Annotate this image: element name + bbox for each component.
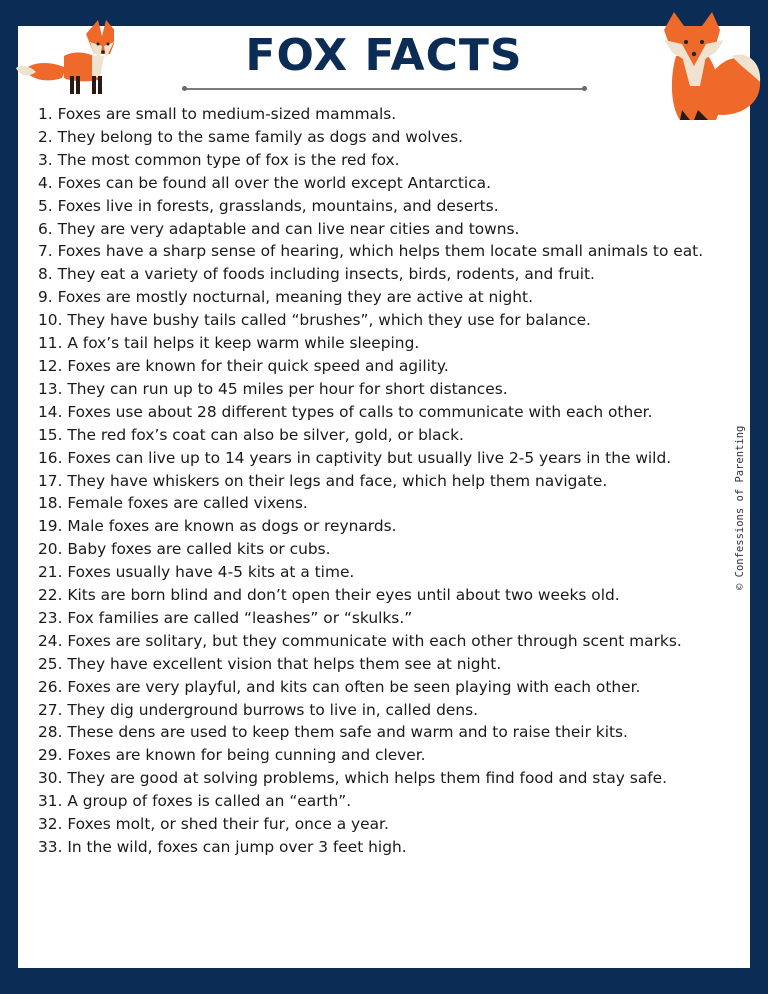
fact-item: 30. They are good at solving problems, which helps them find food and stay safe. [38,769,668,788]
fact-item: 14. Foxes use about 28 different types of calls to communicate with each other. [38,402,653,421]
fact-item: 20. Baby foxes are called kits or cubs. [38,540,331,559]
fact-item: 32. Foxes molt, or shed their fur, once a year. [38,815,389,834]
copyright-credit: © Confessions of Parenting [734,425,746,590]
fact-item: 3. The most common type of fox is the red fox. [38,150,400,169]
fact-item: 13. They can run up to 45 miles per hour for short distances. [38,379,508,398]
fact-item: 27. They dig underground burrows to live in, called dens. [38,700,478,719]
fact-item: 24. Foxes are solitary, but they communicate with each other through scent marks. [38,631,682,650]
fact-item: 4. Foxes can be found all over the world except Antarctica. [38,173,491,192]
fact-item: 11. A fox’s tail helps it keep warm while sleeping. [38,334,420,353]
fact-item: 33. In the wild, foxes can jump over 3 feet high. [38,838,407,856]
title-divider [184,88,585,90]
fact-item: 21. Foxes usually have 4-5 kits at a time. [38,563,355,582]
fact-item: 31. A group of foxes is called an “earth”. [38,792,352,811]
fact-item: 9. Foxes are mostly nocturnal, meaning they are active at night. [38,288,533,307]
fact-item: 7. Foxes have a sharp sense of hearing, which helps them locate small animals to eat. [38,242,704,261]
fact-item: 26. Foxes are very playful, and kits can often be seen playing with each other. [38,677,641,696]
fact-item: 15. The red fox’s coat can also be silver, gold, or black. [38,425,464,444]
fact-item: 5. Foxes live in forests, grasslands, mountains, and deserts. [38,196,499,215]
fact-item: 18. Female foxes are called vixens. [38,494,308,513]
fact-item: 6. They are very adaptable and can live near cities and towns. [38,219,520,238]
fact-item: 29. Foxes are known for being cunning and clever. [38,746,426,765]
facts-list [38,103,728,859]
fact-item: 28. These dens are used to keep them safe and warm and to raise their kits. [38,723,628,742]
fact-item: 16. Foxes can live up to 14 years in captivity but usually live 2-5 years in the wild. [38,448,672,467]
fact-item: 17. They have whiskers on their legs and face, which help them navigate. [38,471,608,490]
fact-item: 19. Male foxes are known as dogs or reynards. [38,517,397,536]
fact-item: 23. Fox families are called “leashes” or “skulks.” [38,608,413,627]
fact-item: 1. Foxes are small to medium-sized mammals. [38,105,397,123]
page-title: FOX FACTS [245,30,523,81]
fact-item: 12. Foxes are known for their quick speed and agility. [38,356,449,375]
fact-item: 10. They have bushy tails called “brushes”, which they use for balance. [38,311,591,330]
fact-item: 2. They belong to the same family as dogs and wolves. [38,127,464,146]
fact-item: 8. They eat a variety of foods including insects, birds, rodents, and fruit. [38,265,595,284]
fact-item: 25. They have excellent vision that helps them see at night. [38,654,502,673]
fact-item: 22. Kits are born blind and don’t open their eyes until about two weeks old. [38,586,620,605]
